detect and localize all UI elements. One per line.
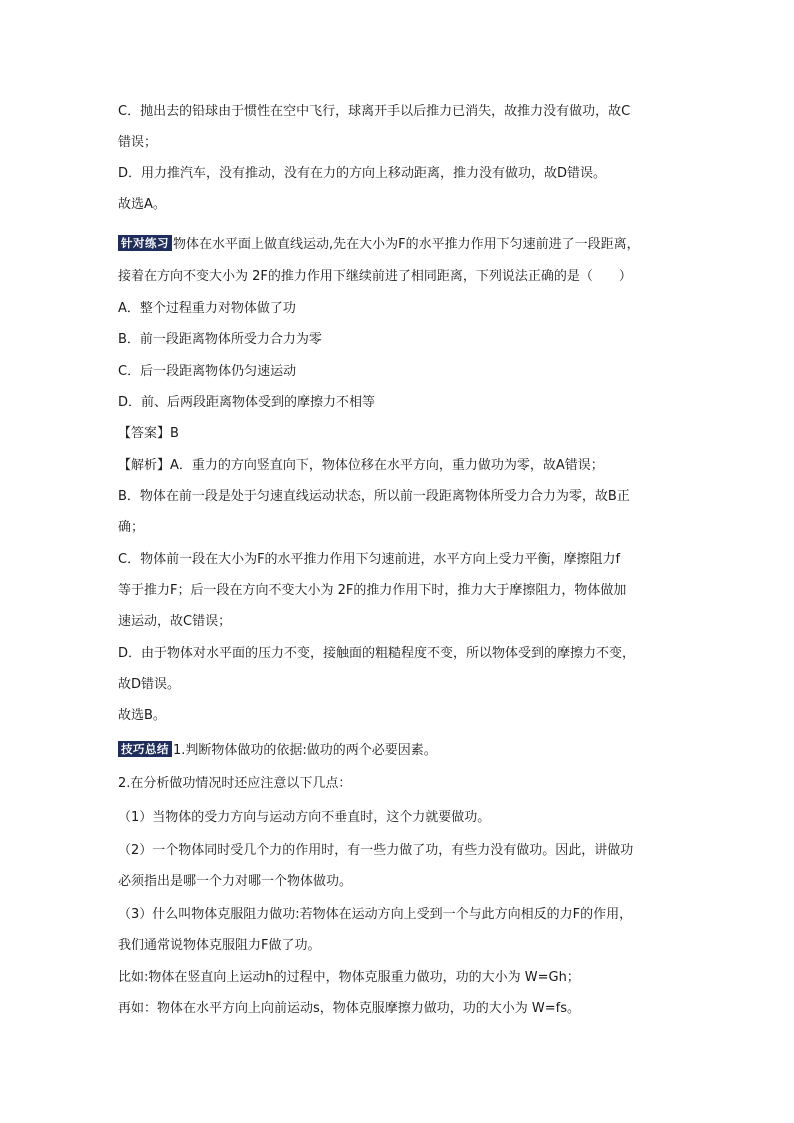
text-line: 故选A。 <box>118 197 166 212</box>
practice-tag: 针对练习 <box>118 235 172 251</box>
text-line: D．由于物体对水平面的压力不变，接触面的粗糙程度不变，所以物体受到的摩擦力不变， <box>118 646 636 661</box>
answer-line: 【答案】B <box>118 426 179 441</box>
text-line: （3）什么叫物体克服阻力做功:若物体在运动方向上受到一个与此方向相反的力F的作用， <box>118 907 633 922</box>
text-line: C．抛出去的铅球由于惯性在空中飞行，球离开手以后推力已消失，故推力没有做功，故C <box>118 104 631 119</box>
question-text: 物体在水平面上做直线运动,先在大小为F的水平推力作用下匀速前进了一段距离， <box>173 237 640 252</box>
text-line: B．物体在前一段是处于匀速直线运动状态，所以前一段距离物体所受力合力为零，故B正 <box>118 489 630 504</box>
text-line: （1）当物体的受力方向与运动方向不垂直时，这个力就要做功。 <box>118 810 491 825</box>
text-line: 接着在方向不变大小为 2F的推力作用下继续前进了相同距离，下列说法正确的是（ ） <box>118 269 632 284</box>
text-line: 故选B。 <box>118 708 166 723</box>
text-line: 等于推力F；后一段在方向不变大小为 2F的推力作用下时，推力大于摩擦阻力，物体做加 <box>118 583 627 598</box>
option-d: D．前、后两段距离物体受到的摩擦力不相等 <box>118 395 376 410</box>
text-line: 比如:物体在竖直向上运动h的过程中，物体克服重力做功，功的大小为 W=Gh； <box>118 970 580 985</box>
text-line: 速运动，故C错误； <box>118 614 232 629</box>
summary-text: 1.判断物体做功的依据:做功的两个必要因素。 <box>173 743 437 758</box>
text-line: 2.在分析做功情况时还应注意以下几点： <box>118 776 352 791</box>
text-line: 【解析】A．重力的方向竖直向下，物体位移在水平方向，重力做功为零，故A错误； <box>118 458 604 473</box>
text-line: 确； <box>118 520 145 535</box>
option-b: B．前一段距离物体所受力合力为零 <box>118 332 322 347</box>
text-line: 故D错误。 <box>118 677 181 692</box>
text-line: （2）一个物体同时受几个力的作用时，有一些力做了功，有些力没有做功。因此，讲做功 <box>118 843 634 858</box>
text-line: 再如：物体在水平方向上向前运动s，物体克服摩擦力做功，功的大小为 W=fs。 <box>118 1001 581 1016</box>
summary-line <box>118 741 437 760</box>
text-line: D．用力推汽车，没有推动，没有在力的方向上移动距离，推力没有做功，故D错误。 <box>118 166 607 181</box>
text-line: 错误； <box>118 135 158 150</box>
text-line: C．物体前一段在大小为F的水平推力作用下匀速前进，水平方向上受力平衡，摩擦阻力f <box>118 552 621 567</box>
text-line: 必须指出是哪一个力对哪一个物体做功。 <box>118 874 353 889</box>
summary-tag: 技巧总结 <box>118 741 172 757</box>
text-line: 我们通常说物体克服阻力F做了功。 <box>118 938 321 953</box>
option-c: C．后一段距离物体仍匀速运动 <box>118 364 297 379</box>
option-a: A．整个过程重力对物体做了功 <box>118 301 296 316</box>
practice-question-line <box>118 235 640 254</box>
